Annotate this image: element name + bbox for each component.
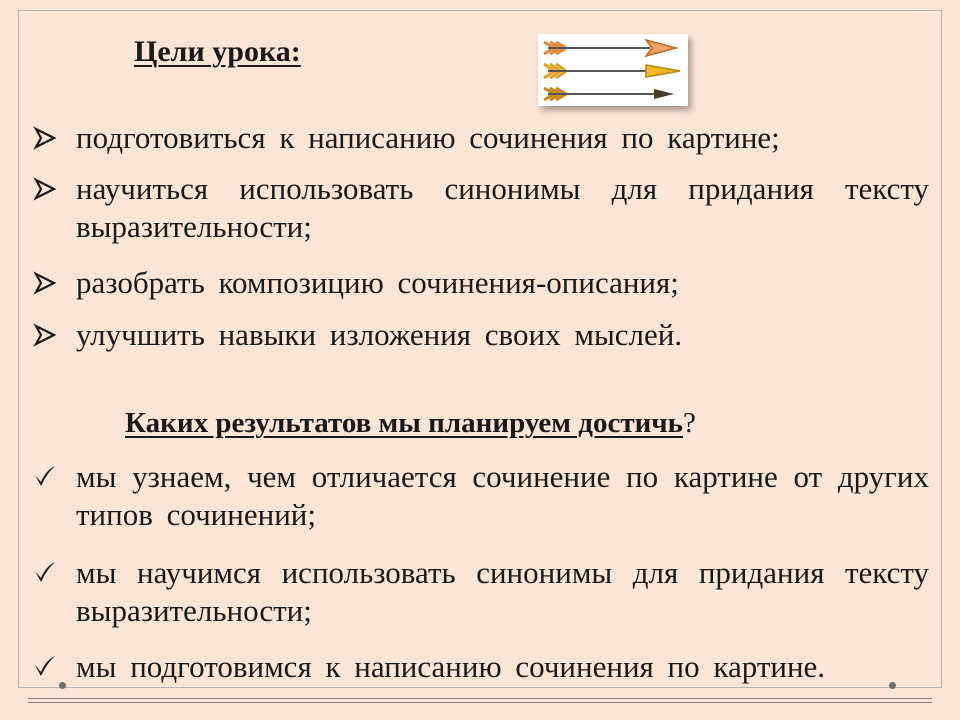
checkmark-icon: [32, 558, 58, 584]
result-item: мы научимся использовать синонимы для придания тексту выразительности;: [76, 555, 929, 628]
result-item: мы подготовимся к написанию сочинения по картине.: [76, 649, 826, 684]
goals-title-text: Цели урока:: [134, 35, 301, 68]
arrow-bullet-icon: [32, 125, 58, 151]
arrow-bullet-icon: [32, 176, 58, 202]
goals-title: [134, 35, 301, 69]
arrows-svg: [538, 34, 688, 106]
arrows-illustration-icon: [538, 34, 688, 106]
result-item: мы узнаем, чем отличается сочинение по картине от других типов сочинений;: [76, 459, 929, 532]
checkmark-icon: [32, 652, 58, 678]
results-title: [125, 406, 696, 440]
goal-item: улучшить навыки изложения своих мыслей.: [76, 317, 683, 352]
bottom-divider-second: [28, 702, 932, 703]
goal-item: разобрать композицию сочинения-описания;: [76, 265, 679, 300]
arrow-1: [544, 40, 676, 56]
arrow-bullet-icon: [32, 322, 58, 348]
bottom-divider: [28, 698, 932, 699]
arrow-2: [544, 64, 680, 78]
arrow-bullet-icon: [32, 270, 58, 296]
frame-corner-dot-left: [59, 682, 66, 689]
checkmark-icon: [32, 462, 58, 488]
results-title-text: Каких результатов мы планируем достичь: [125, 407, 683, 439]
arrow-3: [544, 88, 674, 100]
goal-item: научиться использовать синонимы для придания тексту выразительности;: [76, 171, 929, 244]
results-title-suffix: ?: [683, 407, 696, 439]
goal-item: подготовиться к написанию сочинения по картине;: [76, 120, 780, 155]
